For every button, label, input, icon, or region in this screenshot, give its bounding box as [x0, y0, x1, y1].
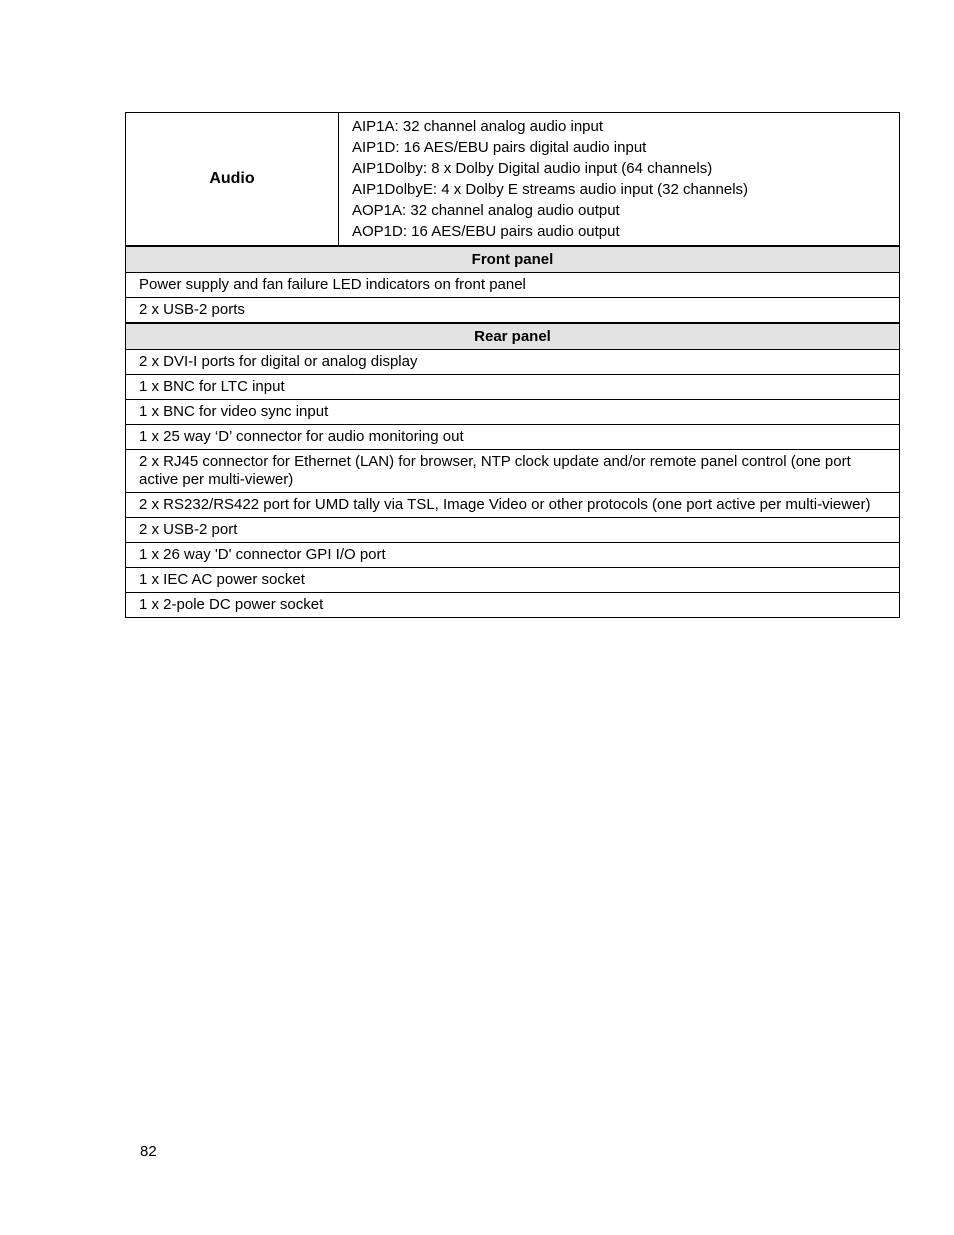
front-panel-item: Power supply and fan failure LED indicators on front panel: [126, 273, 900, 298]
audio-line: AOP1D: 16 AES/EBU pairs audio output: [352, 223, 620, 240]
front-panel-header-row: [126, 246, 900, 273]
table-row: [126, 593, 900, 618]
audio-row: [126, 113, 900, 247]
front-panel-item: 2 x USB-2 ports: [126, 298, 900, 324]
rear-panel-heading: Rear panel: [126, 323, 900, 350]
table-row: [126, 400, 900, 425]
rear-panel-item: 1 x 26 way 'D' connector GPI I/O port: [126, 543, 900, 568]
rear-panel-item: 2 x RS232/RS422 port for UMD tally via TSL, Image Video or other protocols (one port active per multi-viewer): [126, 493, 900, 518]
rear-panel-item: 1 x IEC AC power socket: [126, 568, 900, 593]
audio-line: AIP1DolbyE: 4 x Dolby E streams audio input (32 channels): [352, 181, 749, 198]
rear-panel-item: 1 x BNC for video sync input: [126, 400, 900, 425]
rear-panel-header-row: [126, 323, 900, 350]
page-number: 82: [140, 1143, 157, 1160]
rear-panel-item: 2 x DVI-I ports for digital or analog display: [126, 350, 900, 375]
table-row: [126, 425, 900, 450]
table-row: [126, 543, 900, 568]
front-panel-heading: Front panel: [126, 246, 900, 273]
audio-line: AOP1A: 32 channel analog audio output: [352, 202, 620, 219]
rear-panel-item: 1 x BNC for LTC input: [126, 375, 900, 400]
table-row: [126, 350, 900, 375]
table-row: [126, 518, 900, 543]
rear-panel-item: 2 x RJ45 connector for Ethernet (LAN) for browser, NTP clock update and/or remote panel control (one port active per multi-viewer): [126, 450, 900, 493]
table-row: [126, 450, 900, 493]
table-row: [126, 568, 900, 593]
table-row: [126, 493, 900, 518]
table-row: [126, 375, 900, 400]
table-row: [126, 298, 900, 324]
audio-line: AIP1D: 16 AES/EBU pairs digital audio input: [352, 139, 647, 156]
rear-panel-item: 2 x USB-2 port: [126, 518, 900, 543]
audio-line: AIP1A: 32 channel analog audio input: [352, 118, 604, 135]
rear-panel-item: 1 x 25 way ‘D’ connector for audio monitoring out: [126, 425, 900, 450]
spec-table: [125, 112, 900, 618]
audio-list: [339, 113, 900, 247]
rear-panel-item: 1 x 2-pole DC power socket: [126, 593, 900, 618]
audio-line: AIP1Dolby: 8 x Dolby Digital audio input (64 channels): [352, 160, 713, 177]
audio-label: Audio: [126, 113, 339, 247]
table-row: [126, 273, 900, 298]
